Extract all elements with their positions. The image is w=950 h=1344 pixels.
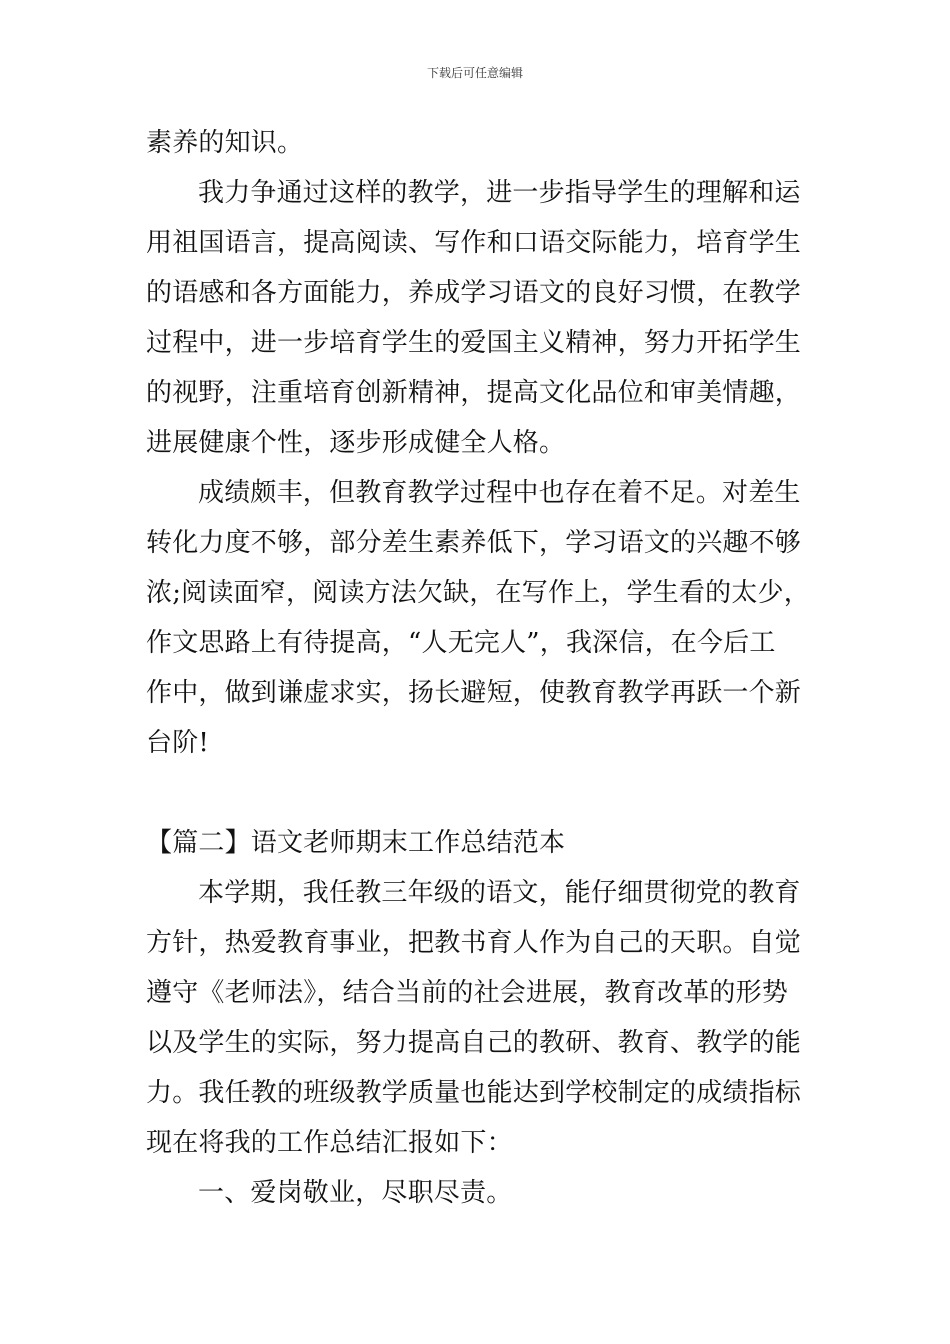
text-line: 过程中，进一步培育学生的爱国主义精神，努力开拓学生 [146, 328, 802, 358]
text-line: 方针，热爱教育事业，把教书育人作为自己的天职。自觉 [146, 928, 802, 958]
text-line: 的语感和各方面能力，养成学习语文的良好习惯，在教学 [146, 278, 802, 308]
subheading-line: 一、爱岗敬业，尽职尽责。 [198, 1178, 513, 1208]
text-line: 用祖国语言，提高阅读、写作和口语交际能力，培育学生 [146, 228, 802, 258]
document-body [146, 118, 808, 1218]
page-header: 下载后可任意编辑 [426, 66, 523, 80]
text-line: 浓;阅读面窄，阅读方法欠缺，在写作上，学生看的太少， [146, 578, 810, 608]
text-line: 素养的知识。 [146, 128, 304, 158]
text-line: 的视野，注重培育创新精神，提高文化品位和审美情趣， [146, 378, 802, 408]
text-line: 现在将我的工作总结汇报如下： [146, 1128, 513, 1158]
text-line: 进展健康个性，逐步形成健全人格。 [146, 428, 566, 458]
section-heading: 【篇二】语文老师期末工作总结范本 [146, 828, 566, 858]
text-line: 遵守《老师法》，结合当前的社会进展，教育改革的形势 [146, 978, 789, 1008]
text-line: 作中，做到谦虚求实，扬长避短，使教育教学再跃一个新 [146, 678, 802, 708]
paragraph-gap [146, 768, 808, 818]
text-line: 台阶! [146, 728, 210, 758]
text-line: 本学期，我任教三年级的语文，能仔细贯彻党的教育 [198, 878, 801, 908]
text-line: 成绩颇丰，但教育教学过程中也存在着不足。对差生 [198, 478, 801, 508]
text-line: 力。我任教的班级教学质量也能达到学校制定的成绩指标 [146, 1078, 802, 1108]
text-line: 作文思路上有待提高，“人无完人”，我深信，在今后工 [146, 628, 776, 658]
text-line: 我力争通过这样的教学，进一步指导学生的理解和运 [198, 178, 801, 208]
text-line: 转化力度不够，部分差生素养低下，学习语文的兴趣不够 [146, 528, 802, 558]
text-line: 以及学生的实际，努力提高自己的教研、教育、教学的能 [146, 1028, 802, 1058]
